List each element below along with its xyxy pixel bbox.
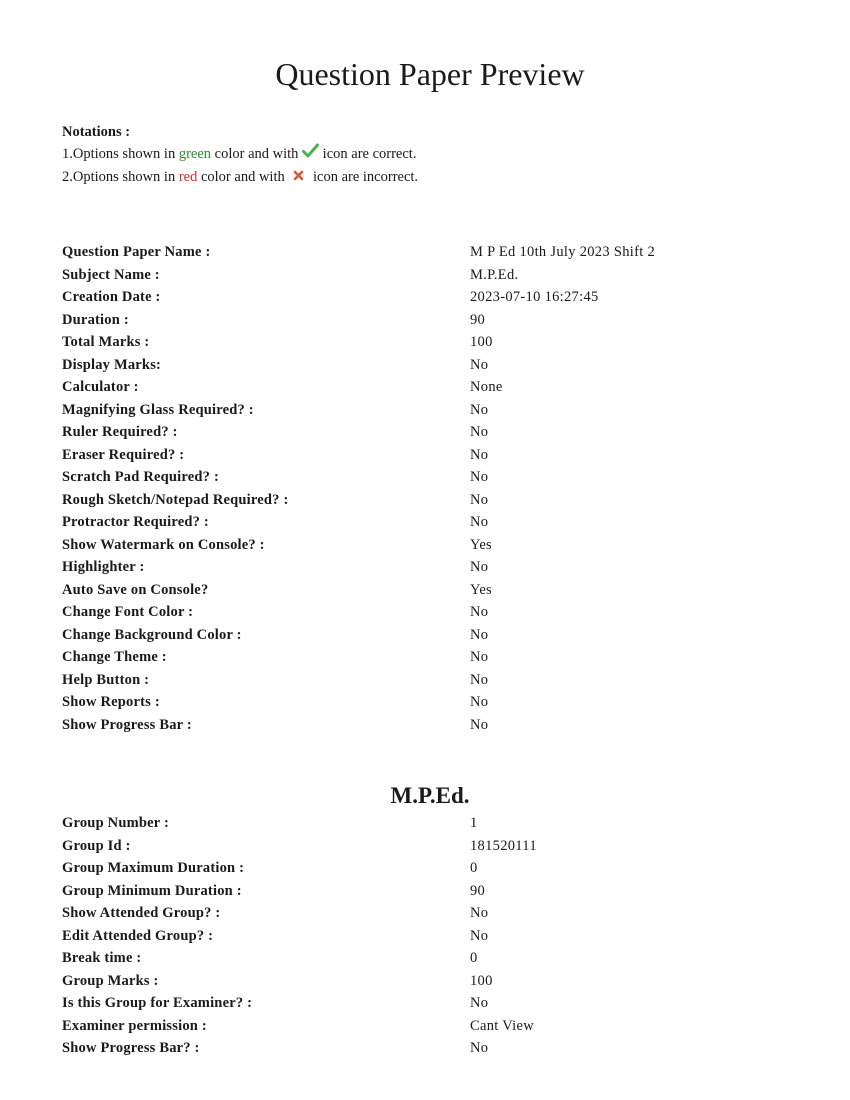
- group-value: 100: [470, 972, 493, 989]
- info-value: Yes: [470, 536, 492, 553]
- group-row: [62, 902, 802, 925]
- info-row: [62, 444, 802, 467]
- notation-text: color and with: [211, 146, 303, 162]
- group-value: 0: [470, 950, 478, 966]
- info-row: [62, 624, 802, 647]
- info-value: No: [470, 626, 489, 643]
- info-row: [62, 646, 802, 669]
- group-row: [62, 1037, 802, 1060]
- group-value: 0: [470, 860, 478, 876]
- info-label: Show Progress Bar :: [62, 716, 192, 733]
- info-row: [62, 286, 802, 309]
- group-label: Show Attended Group? :: [62, 905, 221, 921]
- info-label: Subject Name :: [62, 266, 160, 283]
- info-value: 100: [470, 334, 493, 350]
- red-word: red: [178, 168, 198, 185]
- group-row: [62, 857, 802, 880]
- group-label: Group Maximum Duration :: [62, 860, 245, 876]
- info-row: [62, 399, 802, 422]
- group-value: No: [470, 905, 489, 921]
- group-value: Cant View: [470, 1017, 534, 1034]
- info-value: M.P.Ed.: [470, 266, 519, 283]
- group-row: [62, 992, 802, 1015]
- info-row: [62, 556, 802, 579]
- info-label: Rough Sketch/Notepad Required? :: [62, 491, 289, 508]
- check-icon: [302, 143, 319, 166]
- info-row: [62, 601, 802, 624]
- group-label: Group Number :: [62, 815, 169, 831]
- info-label: Duration :: [62, 311, 129, 328]
- info-label: Display Marks:: [62, 356, 162, 373]
- group-row: [62, 947, 802, 970]
- info-row: [62, 691, 802, 714]
- info-value: No: [470, 401, 489, 418]
- info-row: [62, 714, 802, 737]
- notation-text: color and with: [197, 168, 289, 185]
- info-row: [62, 264, 802, 287]
- info-value: No: [470, 446, 489, 463]
- group-value: 90: [470, 882, 486, 899]
- notations: [62, 121, 418, 189]
- info-label: Show Reports :: [62, 694, 160, 710]
- notation-text: icon are incorrect.: [309, 168, 419, 185]
- info-row: [62, 511, 802, 534]
- info-value: M P Ed 10th July 2023 Shift 2: [470, 244, 656, 260]
- info-row: [62, 354, 802, 377]
- info-value: No: [470, 649, 489, 665]
- green-word: green: [178, 146, 212, 162]
- info-row: [62, 421, 802, 444]
- info-value: No: [470, 424, 489, 440]
- group-label: Examiner permission :: [62, 1017, 207, 1034]
- info-label: Protractor Required? :: [62, 514, 209, 530]
- info-value: No: [470, 514, 489, 530]
- info-label: Change Theme :: [62, 649, 167, 665]
- group-label: Group Marks :: [62, 972, 159, 989]
- info-label: Help Button :: [62, 671, 150, 688]
- info-value: No: [470, 469, 489, 485]
- info-label: Creation Date :: [62, 289, 161, 305]
- group-row: [62, 925, 802, 948]
- notation-correct: [62, 143, 418, 166]
- notation-incorrect: [62, 166, 418, 189]
- info-value: No: [470, 716, 489, 733]
- info-label: Change Font Color :: [62, 604, 194, 620]
- notations-heading: Notations :: [62, 124, 131, 140]
- notation-text: 2.Options shown in: [62, 168, 179, 185]
- info-label: Eraser Required? :: [62, 446, 185, 463]
- info-value: No: [470, 356, 489, 373]
- group-label: Is this Group for Examiner? :: [62, 995, 253, 1011]
- info-value: Yes: [470, 581, 492, 598]
- group-value: 181520111: [470, 837, 537, 854]
- info-row: [62, 534, 802, 557]
- info-label: Show Watermark on Console? :: [62, 536, 265, 553]
- info-label: Ruler Required? :: [62, 424, 178, 440]
- info-value: No: [470, 604, 489, 620]
- info-label: Scratch Pad Required? :: [62, 469, 219, 485]
- info-label: Total Marks :: [62, 334, 150, 350]
- info-value: None: [470, 379, 503, 395]
- info-label: Magnifying Glass Required? :: [62, 401, 254, 418]
- info-row: [62, 376, 802, 399]
- group-label: Group Minimum Duration :: [62, 882, 242, 899]
- group-value: 1: [470, 815, 478, 831]
- group-row: [62, 970, 802, 993]
- section-title: M.P.Ed.: [390, 783, 470, 808]
- info-value: No: [470, 671, 489, 688]
- group-row: [62, 1015, 802, 1038]
- info-value: 90: [470, 311, 486, 328]
- info-row: [62, 466, 802, 489]
- info-row: [62, 309, 802, 332]
- info-row: [62, 579, 802, 602]
- page-title: Question Paper Preview: [275, 56, 585, 92]
- info-label: Change Background Color :: [62, 626, 242, 643]
- group-info-table: [62, 812, 802, 1060]
- group-value: No: [470, 995, 489, 1011]
- info-value: No: [470, 559, 489, 575]
- info-row: [62, 241, 802, 264]
- paper-info-table: [62, 241, 802, 736]
- group-value: No: [470, 927, 489, 944]
- info-label: Highlighter :: [62, 559, 145, 575]
- info-value: No: [470, 694, 489, 710]
- info-value: No: [470, 491, 489, 508]
- info-row: [62, 669, 802, 692]
- info-row: [62, 331, 802, 354]
- group-label: Group Id :: [62, 837, 131, 854]
- info-label: Question Paper Name :: [62, 244, 211, 260]
- group-label: Edit Attended Group? :: [62, 927, 214, 944]
- group-row: [62, 812, 802, 835]
- info-label: Calculator :: [62, 379, 139, 395]
- group-label: Show Progress Bar? :: [62, 1040, 200, 1056]
- info-row: [62, 489, 802, 512]
- notation-text: 1.Options shown in: [62, 146, 179, 162]
- cross-icon: [293, 166, 304, 189]
- info-label: Auto Save on Console?: [62, 581, 209, 598]
- info-value: 2023-07-10 16:27:45: [470, 289, 599, 305]
- group-value: No: [470, 1040, 489, 1056]
- group-row: [62, 835, 802, 858]
- group-label: Break time :: [62, 950, 142, 966]
- group-row: [62, 880, 802, 903]
- notation-text: icon are correct.: [319, 146, 417, 162]
